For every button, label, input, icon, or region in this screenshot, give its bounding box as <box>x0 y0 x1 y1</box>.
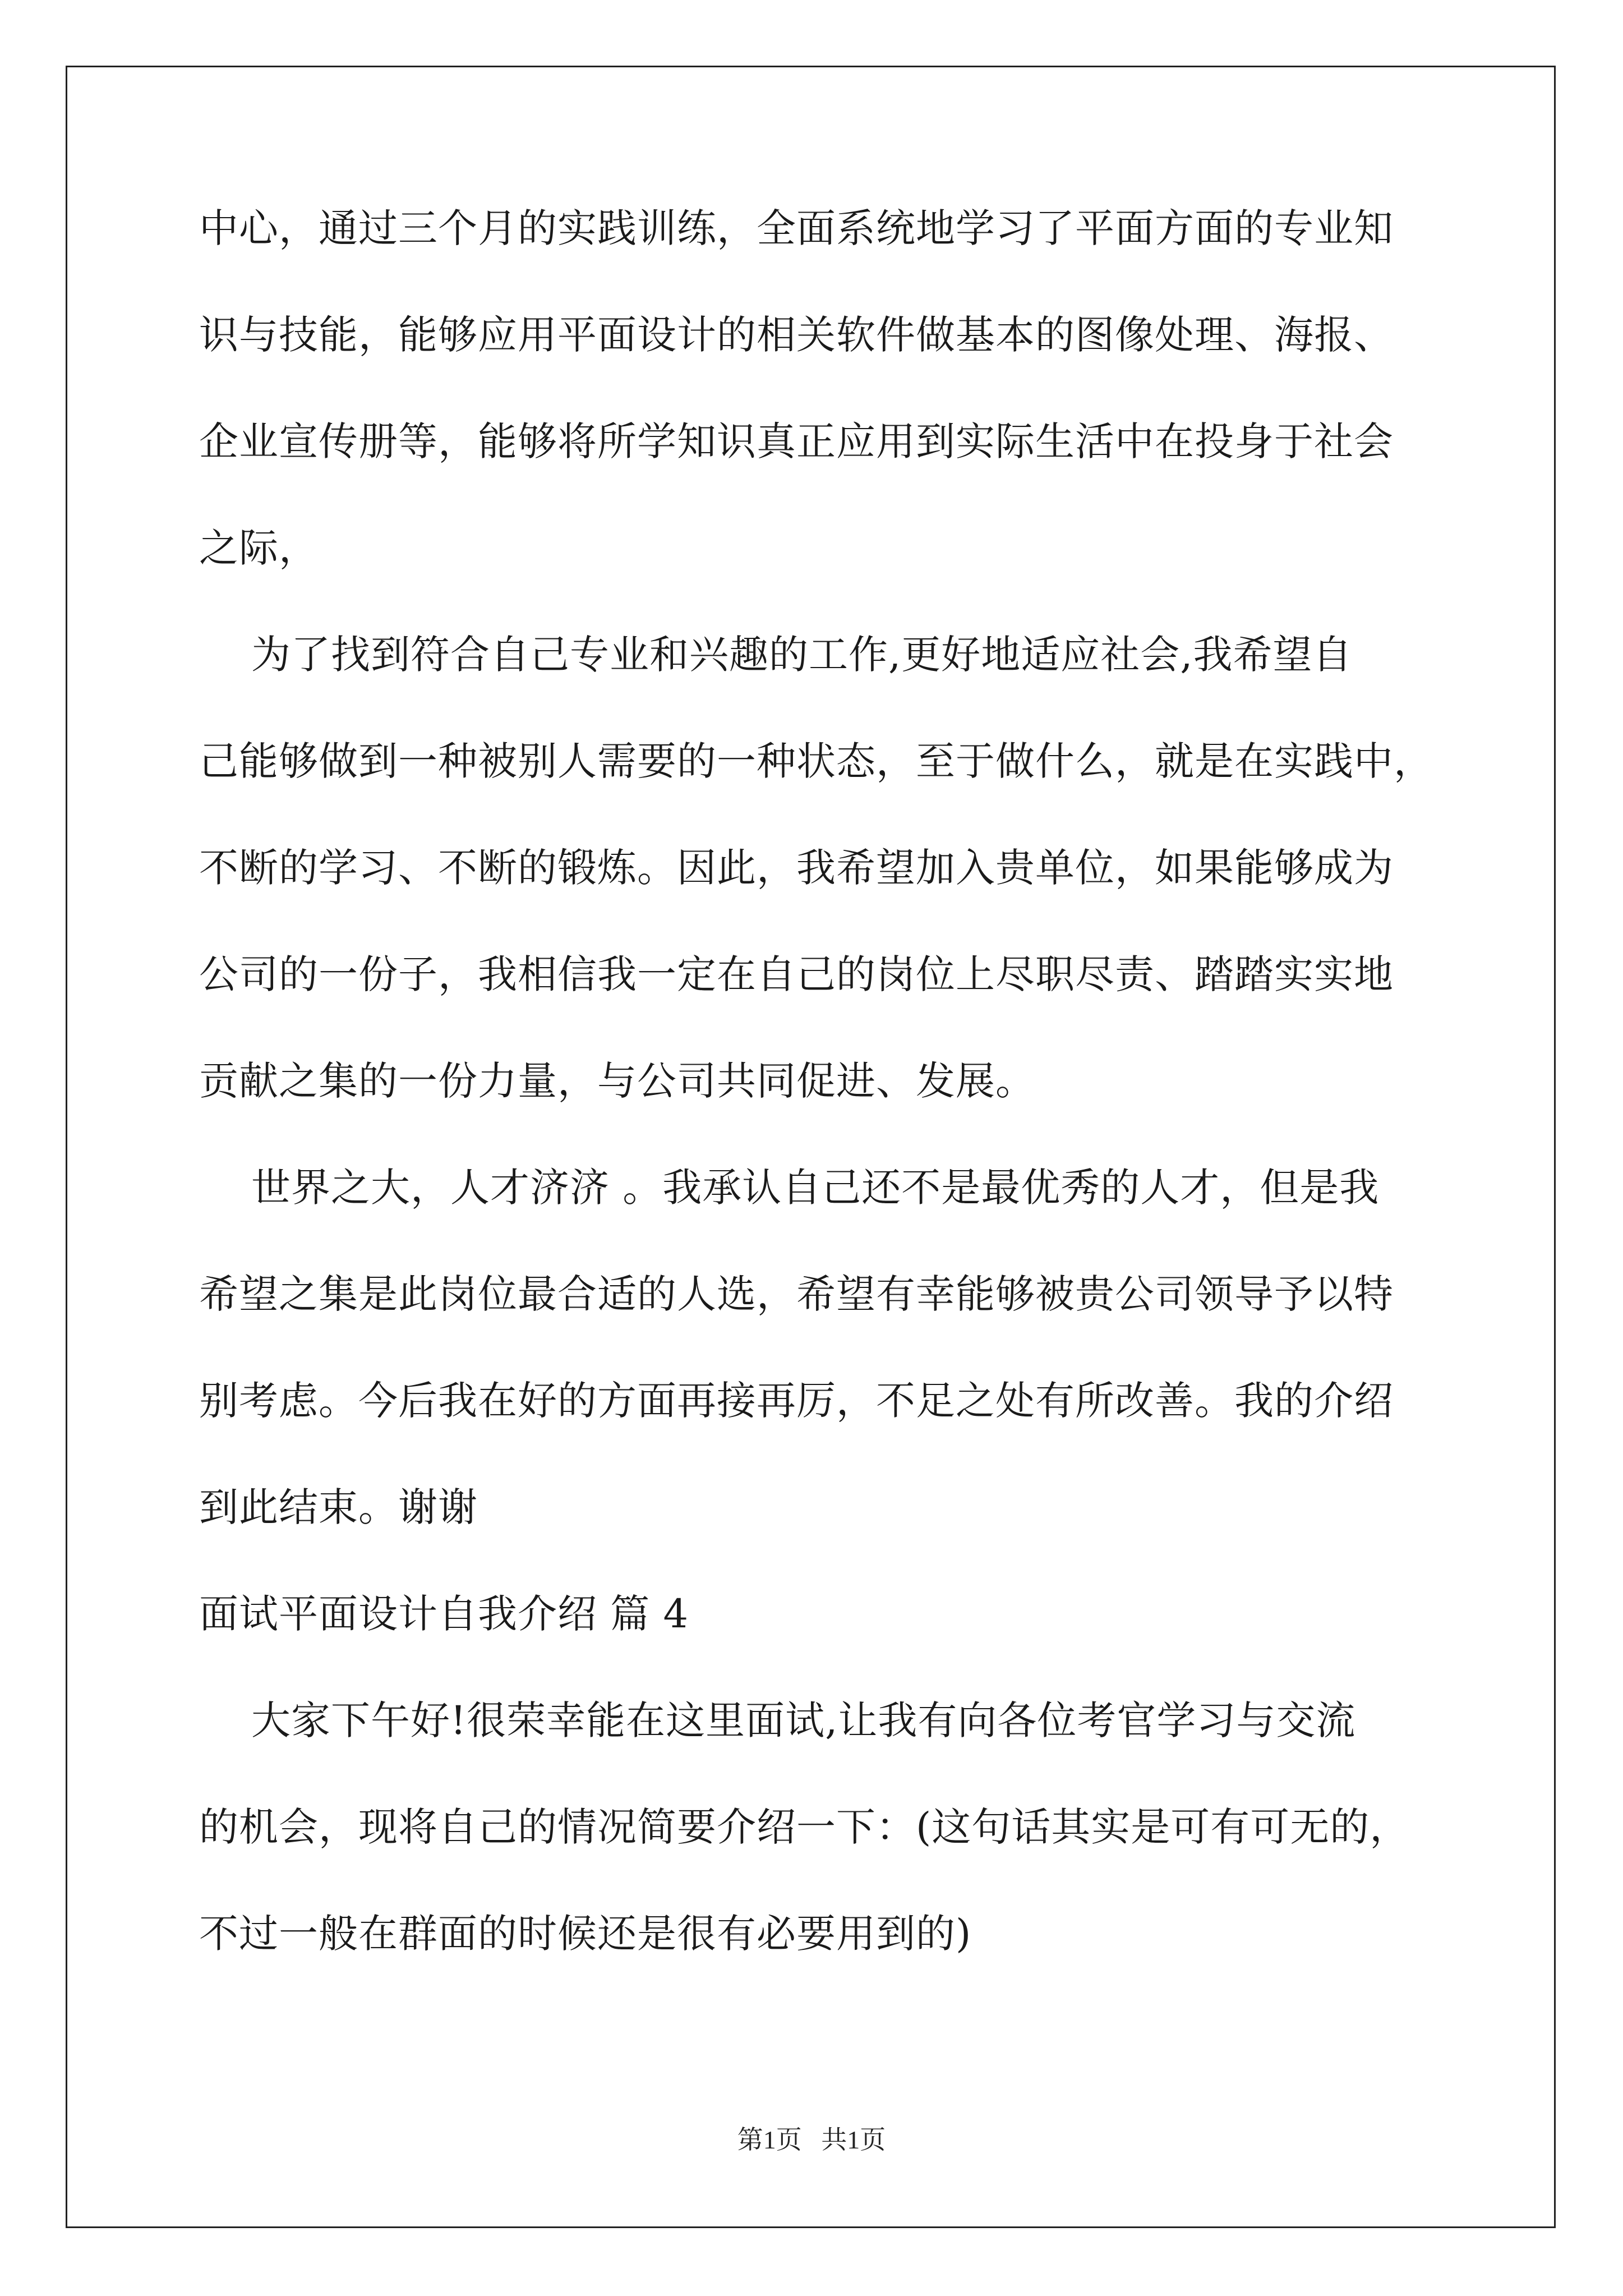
paragraph-line: 公司的一份子，我相信我一定在自己的岗位上尽职尽责、踏踏实实地 <box>199 951 1394 997</box>
paragraph-line: 之际， <box>199 525 319 571</box>
paragraph-line: 不断的学习、不断的锻炼。因此，我希望加入贵单位，如果能够成为 <box>199 845 1394 891</box>
paragraph-line: 希望之集是此岗位最合适的人选，希望有幸能够被贵公司领导予以特 <box>199 1271 1394 1317</box>
paragraph-line: 的机会，现将自己的情况简要介绍一下：(这句话其实是可有可无的， <box>199 1804 1410 1850</box>
paragraph-line: 不过一般在群面的时候还是很有必要用到的) <box>199 1911 972 1957</box>
paragraph-line: 贡献之集的一份力量，与公司共同促进、发展。 <box>199 1058 1035 1104</box>
paragraph-line: 为了找到符合自己专业和兴趣的工作,更好地适应社会,我希望自 <box>199 632 1353 678</box>
page-number: 第1页 共1页 <box>737 2125 886 2154</box>
paragraph-line: 大家下午好!很荣幸能在这里面试,让我有向各位考官学习与交流 <box>199 1697 1356 1743</box>
paragraph-line: 己能够做到一种被别人需要的一种状态，至于做什么，就是在实践中， <box>199 738 1433 784</box>
section-heading: 面试平面设计自我介绍 篇 4 <box>199 1591 689 1637</box>
document-body <box>199 202 1438 2014</box>
paragraph-line: 中心，通过三个月的实践训练，全面系统地学习了平面方面的专业知 <box>199 205 1394 251</box>
paragraph-line: 企业宣传册等，能够将所学知识真正应用到实际生活中在投身于社会 <box>199 418 1394 464</box>
paragraph-line: 世界之大，人才济济 。我承认自己还不是最优秀的人才，但是我 <box>199 1165 1380 1211</box>
paragraph-line: 识与技能，能够应用平面设计的相关软件做基本的图像处理、海报、 <box>199 312 1394 358</box>
paragraph-line: 到此结束。谢谢 <box>199 1484 478 1530</box>
paragraph-line: 别考虑。今后我在好的方面再接再厉，不足之处有所改善。我的介绍 <box>199 1378 1394 1424</box>
